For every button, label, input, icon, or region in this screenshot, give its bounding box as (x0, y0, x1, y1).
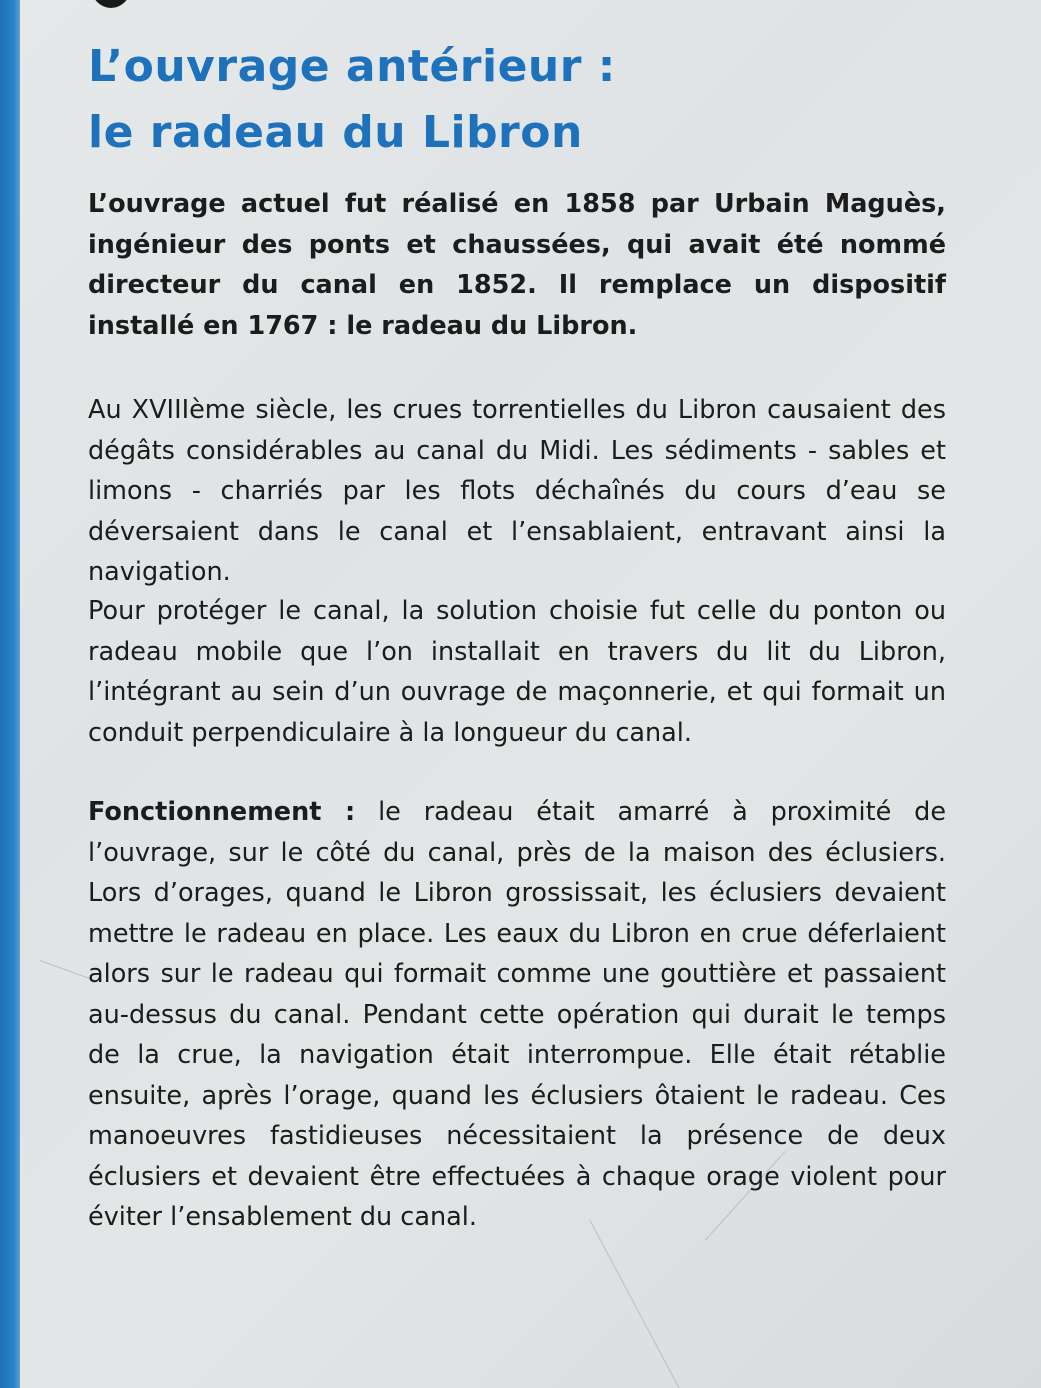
history-paragraph: Au XVIIIème siècle, les crues torrentielles du Libron causaient des dégâts considérables au canal du Midi. Les sédiments - sables et limons - charriés par les flots déchaînés du cours d’eau se déversaient dans le canal et l’ensablaient, entravant ainsi la navigation. (88, 395, 946, 587)
sign-top-badge (92, 0, 130, 8)
operation-paragraph (88, 792, 946, 1238)
solution-paragraph: Pour protéger le canal, la solution choisie fut celle du ponton ou radeau mobile que l’on installait en travers du lit du Libron, l’intégrant au sein d’un ouvrage de maçonnerie, et qui formait un conduit perpendiculaire à la longueur du canal. (88, 596, 946, 748)
title-line-1: L’ouvrage antérieur : (88, 41, 616, 92)
surface-scratch (590, 1220, 680, 1388)
operation-lead: Fonctionnement : (88, 797, 356, 827)
sign-title (88, 34, 988, 166)
operation-body: le radeau était amarré à proximité de l’ouvrage, sur le côté du canal, près de la maison des éclusiers. Lors d’orages, quand le Libron grossissait, les éclusiers devaient mettre le radeau en place. Les eaux du Libron en crue déferlaient alors sur le radeau qui formait comme une gouttière et passaient au-dessus du canal. Pendant cette opération qui durait le temps de la crue, la navigation était interrompue. Elle était rétablie ensuite, après l’orage, quand les éclusiers ôtaient le radeau. Ces manoeuvres fastidieuses nécessitaient la présence de deux éclusiers et devaient être effectuées à chaque orage violent pour éviter l’ensablement du canal. (88, 797, 947, 1232)
intro-paragraph: L’ouvrage actuel fut réalisé en 1858 par Urbain Maguès, ingénieur des ponts et chaussées, qui avait été nommé directeur du canal en 1852. Il remplace un dispositif installé en 1767 : le radeau du Libron. (88, 189, 946, 341)
blue-side-band (0, 0, 20, 1388)
title-line-2: le radeau du Libron (88, 107, 583, 158)
